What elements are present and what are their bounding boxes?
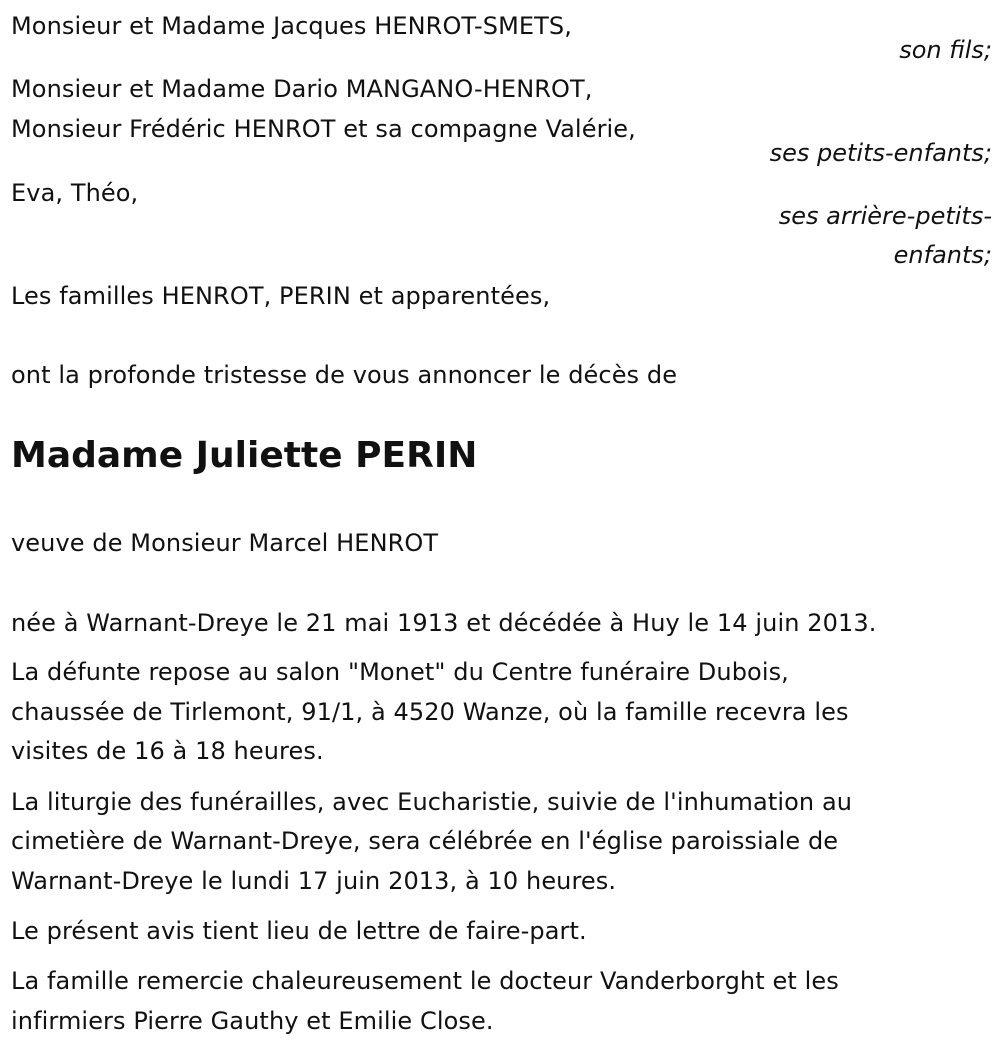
obituary-notice <box>11 0 992 1055</box>
son-line: Monsieur et Madame Jacques HENROT-SMETS, <box>11 12 572 40</box>
son-role: son fils; <box>899 36 992 64</box>
announcement-intro: ont la profonde tristesse de vous annoncer le décès de <box>11 361 678 389</box>
great-grandchildren-role-1: ses arrière-petits- <box>778 202 992 230</box>
repose-line-1: La défunte repose au salon "Monet" du Centre funéraire Dubois, <box>11 658 789 686</box>
thanks-line-2: infirmiers Pierre Gauthy et Emilie Close. <box>11 1007 494 1035</box>
families-line: Les familles HENROT, PERIN et apparentées, <box>11 282 551 310</box>
great-grandchildren-line: Eva, Théo, <box>11 179 139 207</box>
birth-death-line: née à Warnant-Dreye le 21 mai 1913 et décédée à Huy le 14 juin 2013. <box>11 609 877 637</box>
grandchild-line-2: Monsieur Frédéric HENROT et sa compagne Valérie, <box>11 115 636 143</box>
thanks-line-1: La famille remercie chaleureusement le docteur Vanderborght et les <box>11 967 839 995</box>
liturgy-line-3: Warnant-Dreye le lundi 17 juin 2013, à 10 heures. <box>11 867 617 895</box>
great-grandchildren-role-2: enfants; <box>893 241 992 269</box>
grandchild-line-1: Monsieur et Madame Dario MANGANO-HENROT, <box>11 75 593 103</box>
liturgy-line-2: cimetière de Warnant-Dreye, sera célébrée en l'église paroissiale de <box>11 827 839 855</box>
grandchildren-role: ses petits-enfants; <box>769 139 992 167</box>
widow-of-line: veuve de Monsieur Marcel HENROT <box>11 529 439 557</box>
deceased-name: Madame Juliette PERIN <box>11 435 478 476</box>
liturgy-line-1: La liturgie des funérailles, avec Eucharistie, suivie de l'inhumation au <box>11 788 853 816</box>
repose-line-2: chaussée de Tirlemont, 91/1, à 4520 Wanze, où la famille recevra les <box>11 698 849 726</box>
repose-line-3: visites de 16 à 18 heures. <box>11 737 324 765</box>
notice-line: Le présent avis tient lieu de lettre de faire-part. <box>11 917 587 945</box>
